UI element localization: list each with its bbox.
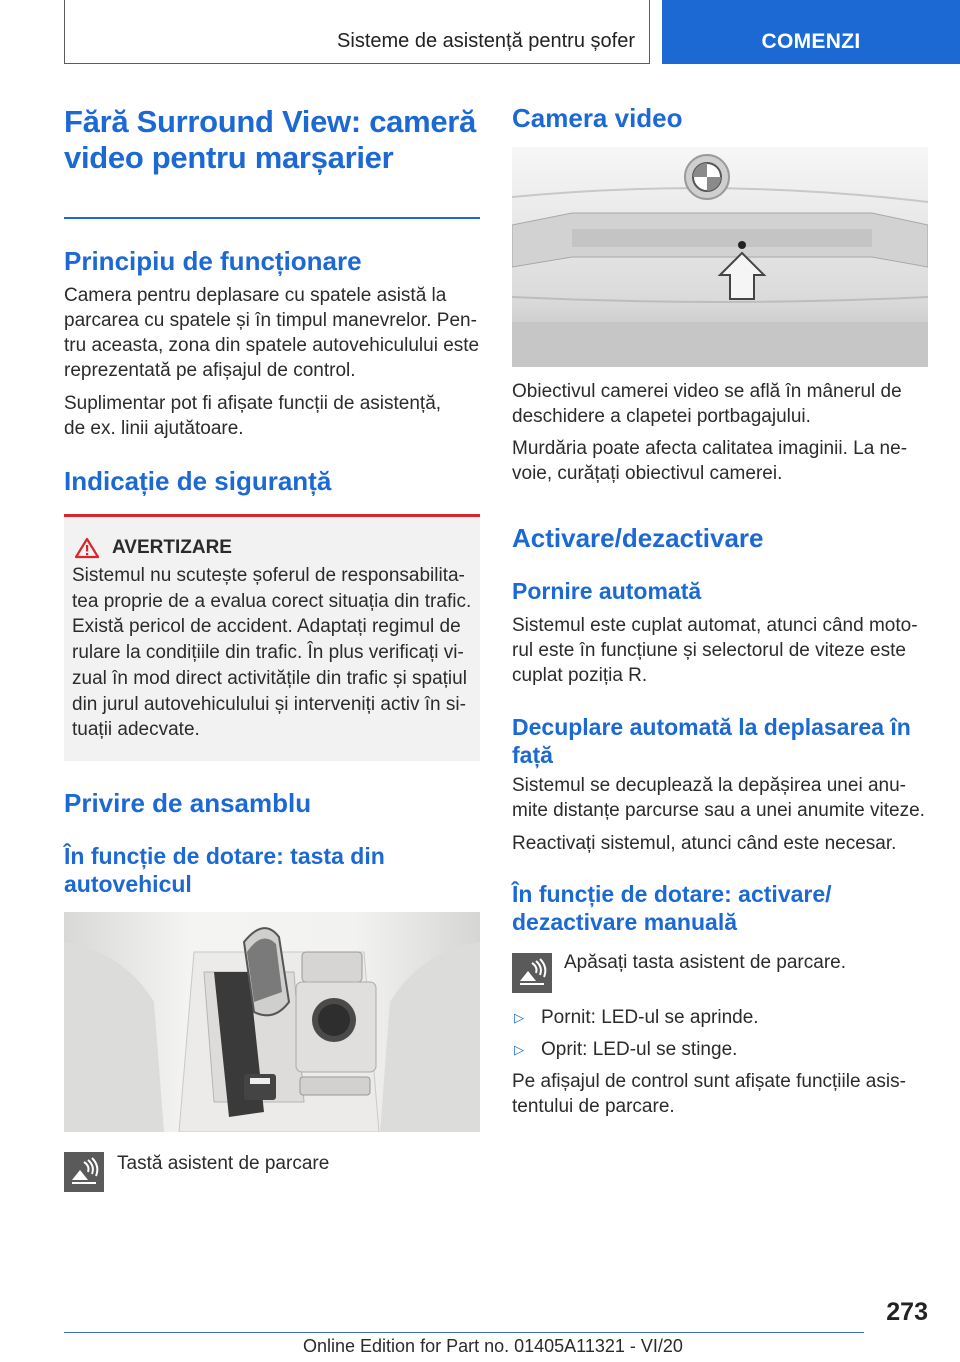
warning-title: AVERTIZARE	[112, 537, 232, 558]
paragraph-principiu: Camera pentru deplasare cu spatele asistă la parcarea cu spatele și în timpul manevrelor. Pentru aceasta, zona din spatele autovehiculului este reprezentată pe afișajul de control.	[64, 285, 480, 381]
caption-tasta: Tastă asistent de parcare	[117, 1153, 330, 1174]
warning-box	[64, 514, 480, 761]
warning-triangle-icon	[74, 537, 100, 559]
page-title: Fără Surround View: cameră video pentru marșarier	[64, 104, 477, 175]
bullet-triangle-icon: ▷	[514, 1042, 524, 1057]
heading-tasta: În funcție de dotare: tasta din autovehicul	[64, 843, 385, 897]
paragraph-obiectiv: Obiectivul camerei video se află în mânerul de deschidere a clapetei portbagajului.	[512, 381, 902, 427]
footer-divider	[64, 1332, 864, 1333]
page-number: 273	[886, 1298, 928, 1326]
park-assist-button-icon-2	[512, 953, 552, 993]
paragraph-afisaj: Pe afișajul de control sunt afișate funcțiile asistentului de parcare.	[512, 1071, 906, 1117]
paragraph-suplimentar: Suplimentar pot fi afișate funcții de asistență, de ex. linii ajutătoare.	[64, 393, 442, 439]
paragraph-pornire: Sistemul este cuplat automat, atunci când motorul este în funcțiune și selectorul de viteze este cuplat poziția R.	[512, 615, 918, 686]
heading-siguranta: Indicație de siguranță	[64, 466, 332, 496]
park-assist-button-icon	[64, 1152, 104, 1192]
bullet-triangle-icon: ▷	[514, 1010, 524, 1025]
center-console-image	[64, 912, 480, 1132]
rear-camera-image	[512, 147, 928, 367]
heading-decuplare: Decuplare automată la deplasarea în față	[512, 714, 911, 768]
paragraph-apasati: Apăsați tasta asistent de parcare.	[564, 952, 846, 973]
warning-text: Sistemul nu scutește șoferul de responsabilitatea proprie de a evalua corect situația din trafic. Există pericol de accident. Adaptați regimul de rulare la condițiile din trafic. În plus verificați vizual în mod direct activitățile din trafic și spațiul din jurul autovehiculului și interveniți activ în situații adecvate.	[72, 565, 472, 741]
heading-activare: Activare/dezactivare	[512, 523, 764, 553]
title-divider	[64, 217, 480, 219]
heading-pornire: Pornire automată	[512, 578, 702, 604]
paragraph-decuplare: Sistemul se decuplează la depășirea unei anumite distanțe parcurse sau a unei anumite viteze.	[512, 775, 925, 821]
heading-ansamblu: Privire de ansamblu	[64, 788, 312, 818]
heading-manual: În funcție de dotare: activare/ dezactivare manuală	[512, 881, 832, 935]
heading-principiu: Principiu de funcționare	[64, 246, 362, 276]
footer-edition: Online Edition for Part no. 01405A11321 - VI/20	[303, 1336, 683, 1356]
tab-label: COMENZI	[761, 30, 861, 53]
header-bar	[64, 0, 650, 64]
heading-camera: Camera video	[512, 103, 683, 133]
paragraph-murdaria: Murdăria poate afecta calitatea imaginii. La nevoie, curățați obiectivul camerei.	[512, 438, 908, 484]
paragraph-reactivati: Reactivați sistemul, atunci când este necesar.	[512, 833, 897, 854]
section-title: Sisteme de asistență pentru șofer	[337, 30, 635, 52]
tab-comenzi[interactable]	[662, 0, 960, 64]
bullet-oprit: Oprit: LED-ul se stinge.	[541, 1039, 738, 1060]
bullet-pornit: Pornit: LED-ul se aprinde.	[541, 1007, 759, 1028]
